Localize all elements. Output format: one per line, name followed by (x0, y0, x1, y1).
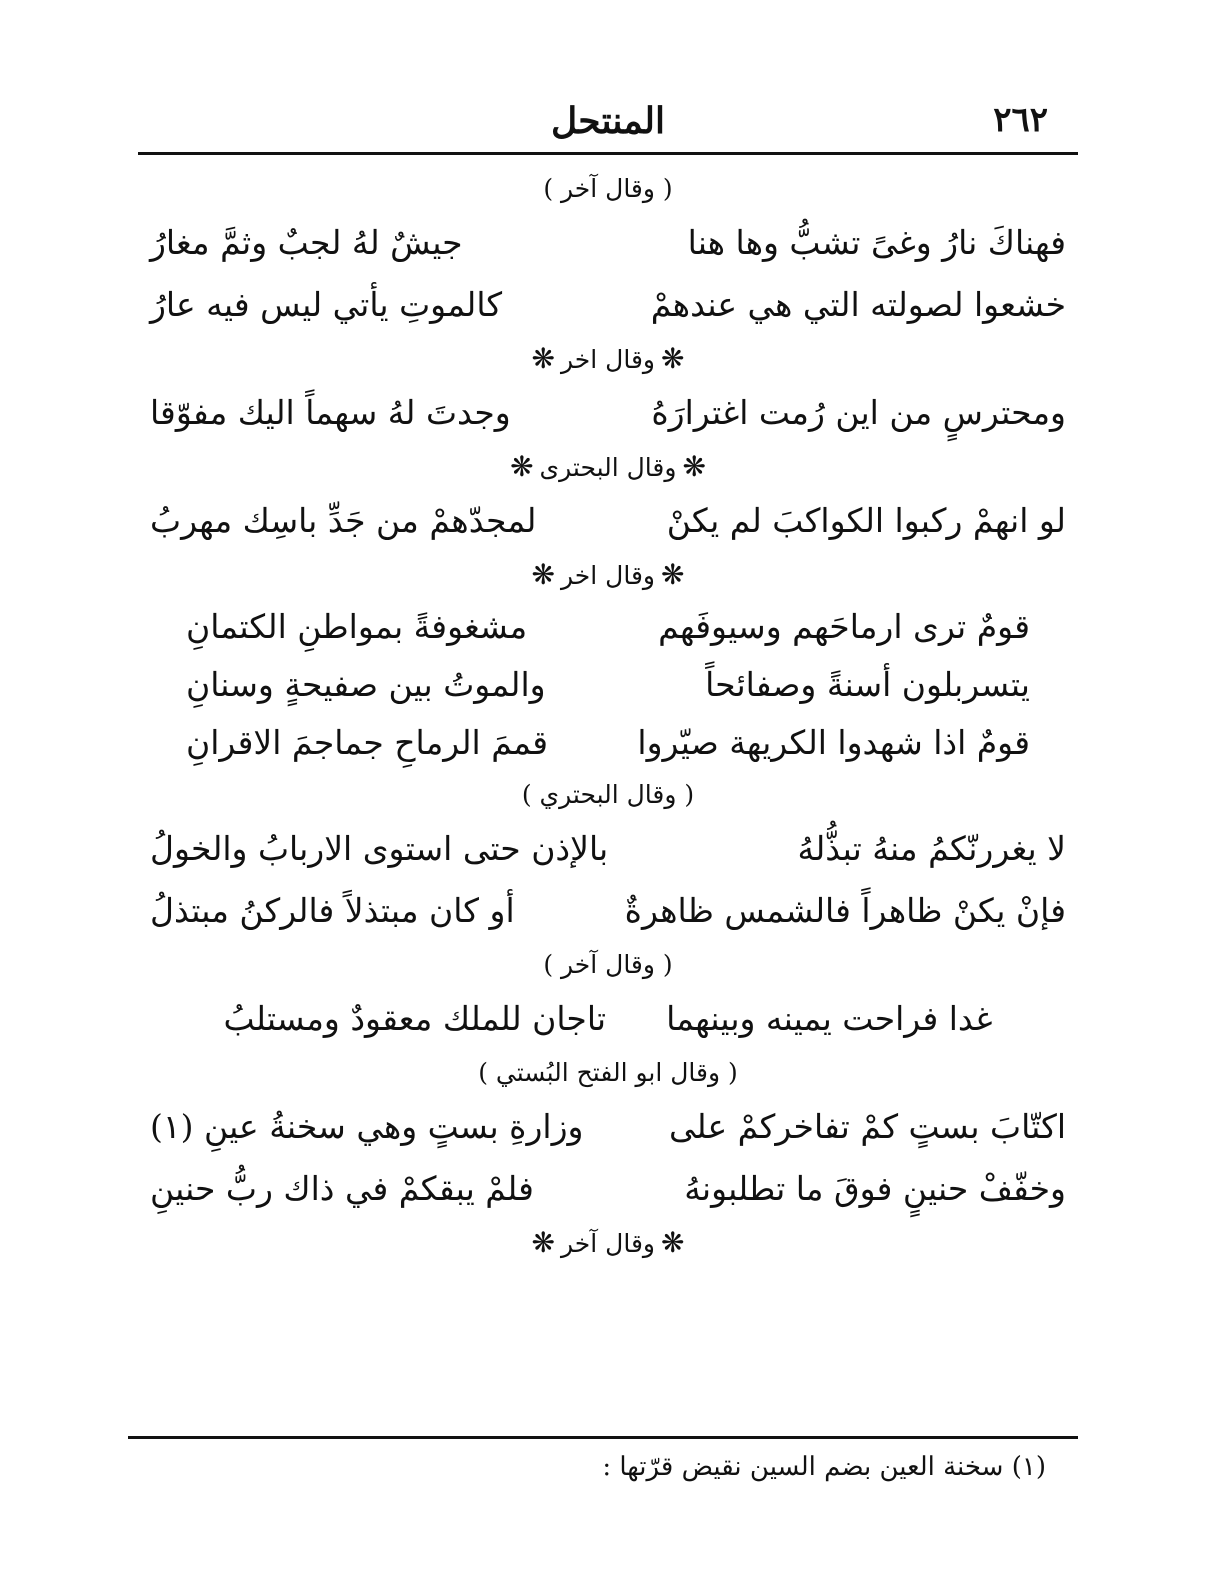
first-hemistich: اكتّابَ بستٍ كمْ تفاخركمْ على (669, 1107, 1066, 1146)
second-hemistich: وجدتَ لهُ سهماً اليك مفوّقا (150, 393, 511, 432)
verse-line (138, 880, 1078, 942)
verse-line (138, 490, 1078, 552)
first-hemistich: فإنْ يكنْ ظاهراً فالشمس ظاهرةٌ (624, 891, 1066, 930)
section-heading (138, 336, 1078, 382)
second-hemistich: جيشٌ لهُ لجبٌ وثمَّ مغارُ (150, 223, 463, 262)
second-hemistich: قممَ الرماحِ جماجمَ الاقرانِ (186, 723, 549, 762)
page-number: ٢٦٢ (993, 100, 1048, 140)
second-hemistich: تاجان للملك معقودٌ ومستلبُ (223, 999, 607, 1038)
book-title: المنتحل (550, 100, 665, 142)
ornament-icon: ❋ (682, 450, 706, 483)
first-hemistich: قومٌ اذا شهدوا الكريهة صيّروا (637, 723, 1030, 762)
ornament-icon: ❋ (660, 1226, 685, 1259)
section-heading (138, 444, 1078, 490)
verse-line (138, 212, 1078, 274)
second-hemistich: أو كان مبتذلاً فالركنُ مبتذلُ (150, 891, 515, 930)
section-heading-text: ( وقال آخر ) (543, 950, 673, 979)
first-hemistich: فهناكَ نارُ وغىً تشبُّ وها هنا (687, 223, 1066, 262)
ornament-icon: ❋ (510, 450, 534, 483)
ornament-icon: ❋ (531, 342, 556, 375)
ornament-icon: ❋ (531, 558, 556, 591)
verse-line (138, 382, 1078, 444)
section-heading-text: ( وقال آخر ) (543, 174, 673, 203)
first-hemistich: لو انهمْ ركبوا الكواكبَ لم يكنْ (666, 501, 1066, 540)
section-heading (138, 552, 1078, 598)
first-hemistich: يتسربلون أسنةً وصفائحاً (705, 665, 1030, 704)
ornament-icon: ❋ (660, 558, 685, 591)
second-hemistich: فلمْ يبقكمْ في ذاك ربُّ حنينِ (150, 1169, 534, 1208)
first-hemistich: قومٌ ترى ارماحَهم وسيوفَهم (658, 607, 1030, 646)
verse-line (138, 714, 1078, 772)
footnote: (١) سخنة العين بضم السين نقيض قرّتها : (602, 1452, 1046, 1482)
section-heading (138, 772, 1078, 818)
first-hemistich: وخفّفْ حنينٍ فوقَ ما تطلبونهُ (684, 1169, 1066, 1208)
verse-line (138, 1096, 1078, 1158)
verse-line (138, 1158, 1078, 1220)
verse-line (138, 818, 1078, 880)
section-heading-text: ( وقال البحتري ) (521, 780, 695, 809)
first-hemistich: لا يغررنّكمُ منهُ تبذُّلهُ (797, 829, 1066, 868)
section-heading (138, 166, 1078, 212)
verse-line (138, 988, 1078, 1050)
section-heading-text: ( وقال ابو الفتح البُستي ) (478, 1058, 738, 1087)
ornament-icon: ❋ (531, 1226, 556, 1259)
verse-line (138, 656, 1078, 714)
section-heading-text: وقال البحترى (539, 453, 677, 482)
second-hemistich: وزارةِ بستٍ وهي سخنةُ عينِ (١) (150, 1107, 584, 1146)
ornament-icon: ❋ (660, 342, 685, 375)
running-header (138, 96, 1078, 155)
first-hemistich: خشعوا لصولته التي هي عندهمْ (650, 285, 1066, 324)
first-hemistich: ومحترسٍ من اين رُمت اغترارَهُ (651, 393, 1066, 432)
first-hemistich: غدا فراحت يمينه وبينهما (666, 999, 993, 1038)
second-hemistich: لمجدّهمْ من جَدِّ باسِك مهربُ (150, 501, 537, 540)
section-heading (138, 1050, 1078, 1096)
second-hemistich: بالإذن حتى استوى الاربابُ والخولُ (150, 829, 609, 868)
second-hemistich: والموتُ بين صفيحةٍ وسنانِ (186, 665, 546, 704)
section-heading-text: وقال آخر (561, 1229, 655, 1258)
section-heading (138, 1220, 1078, 1266)
section-heading-text: وقال اخر (561, 561, 655, 590)
verse-line (138, 274, 1078, 336)
second-hemistich: مشغوفةً بمواطنِ الكتمانِ (186, 607, 528, 646)
verse-line (138, 598, 1078, 656)
footnote-divider (128, 1436, 1078, 1439)
second-hemistich: كالموتِ يأتي ليس فيه عارُ (150, 285, 503, 324)
section-heading-text: وقال اخر (561, 345, 655, 374)
section-heading (138, 942, 1078, 988)
poem-body (138, 166, 1078, 1266)
